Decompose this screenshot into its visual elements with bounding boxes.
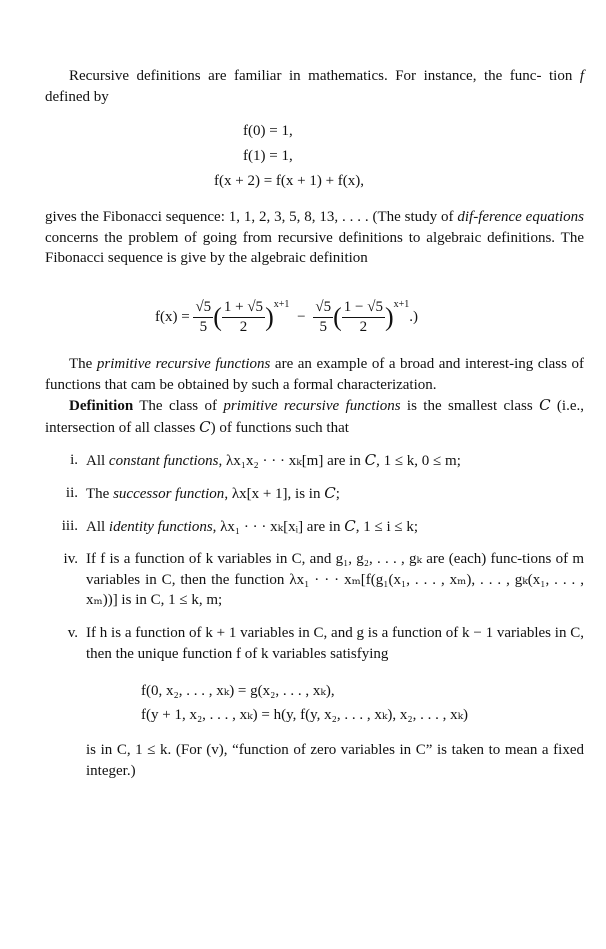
closed-form-equation: f(x) = $\frac{√5}{5}$ ( $\frac{1 + √5}{2}$ )$^{x+1}$ − $\frac{√5}{5}$ ( $\frac{1 - √5}{2}$ )$^{x+1}$.) — [155, 298, 419, 335]
fraction-1-minus-sqrt5-over-2: $\frac{1 - √5}{2}$ — [343, 299, 383, 335]
page: Recursive definitions are familiar in mathematics. For instance, the func- tion f defined by f(0) = 1, f(1) = 1, f(x + 2) = f(x + 1) + f(x), gives the Fibonacci sequence: 1, 1, 2, 3, 5, 8, 13, . . . . (The study of dif-ference equations concerns the problem of going from recursive definitions to algebraic definitions. The Fibonacci sequence is give by the algebraic definition f(x) = $\frac{√5}{5}$ ( $\frac{1 + √5}{2}$ )$^{x+1}$ − $\frac{√5}{5}$ ( $\frac{1 - √5}{2}$ )$^{x+1}$.) The primitive recursive functions are an example of a broad and interest-ing class of functions that cam be obtained by such a formal characterization. Definition The class of primitive recursive functions is the smallest class C (i.e., intersection of all classes C) of functions such that i. All constant functions, λx₁x₂ · · · xₖ[m] are in C, 1 ≤ k, 0 ≤ m; ii. The successor function, λx[x + 1], is in C; iii. All identity functions, λx₁ · · · xₖ[xᵢ] are in C, 1 ≤ i ≤ k; iv. If f is a function of k variables in C, and g₁, g₂, . . . , gₖ are (each) func-tions of m variables in C, then the function λx₁ · · · xₘ[f(g₁(x₁, . . . , xₘ), . . . , gₖ(x₁, . . . , xₘ))] is in C, 1 ≤ k, m; v. If h is a function of k + 1 variables in C, and g is a function of k − 1 variables in C, then the unique function f of k variables satisfying f(0, x₂, . . . , xₖ) = g(x₂, . . . , xₖ), f(y + 1, x₂, . . . , xₖ) = h(y, f(y, x₂, . . . , xₖ), x₂, . . . , xₖ) is in C, 1 ≤ k. (For (v), “function of zero variables in C” is taken to mean a fixed integer.) — [0, 0, 606, 949]
fibonacci-paragraph: gives the Fibonacci sequence: 1, 1, 2, 3, 5, 8, 13, . . . . (The study of dif-ference equations concerns the problem of going from recursive definitions to algebraic definitions. The Fibonacci sequence is give by the algebraic definition — [45, 209, 584, 266]
eq-line-3: f(x + 2) = f(x + 1) + f(x), — [214, 173, 365, 189]
definition-paragraph: Definition The class of primitive recursive functions is the smallest class C (i.e., intersection of all classes C) of functions such that — [45, 396, 584, 436]
closed-form-lhs: f(x) = — [155, 309, 190, 325]
eq-line-1: f(0) = 1, — [243, 123, 293, 139]
item-v-tail: is in C, 1 ≤ k. (For (v), “function of zero variables in C” is taken to mean a fixed integer.) — [86, 742, 584, 779]
intro-paragraph: Recursive definitions are familiar in mathematics. For instance, the func- tion f defined by — [45, 68, 585, 105]
fraction-sqrt5-over-5: $\frac{√5}{5}$ — [195, 299, 212, 335]
prf-paragraph: The primitive recursive functions are an example of a broad and interest-ing class of functions that cam be obtained by such a formal characterization. — [45, 356, 584, 393]
fraction-1-plus-sqrt5-over-2: $\frac{1 + √5}{2}$ — [223, 299, 264, 335]
fraction-sqrt5-over-5-b: $\frac{√5}{5}$ — [315, 299, 332, 335]
item-v-eq-line-1: f(0, x₂, . . . , xₖ) = g(x₂, . . . , xₖ), — [141, 683, 335, 699]
eq-line-2: f(1) = 1, — [243, 148, 293, 164]
item-v-eq-line-2: f(y + 1, x₂, . . . , xₖ) = h(y, f(y, x₂, . . . , xₖ), x₂, . . . , xₖ) — [141, 707, 469, 723]
